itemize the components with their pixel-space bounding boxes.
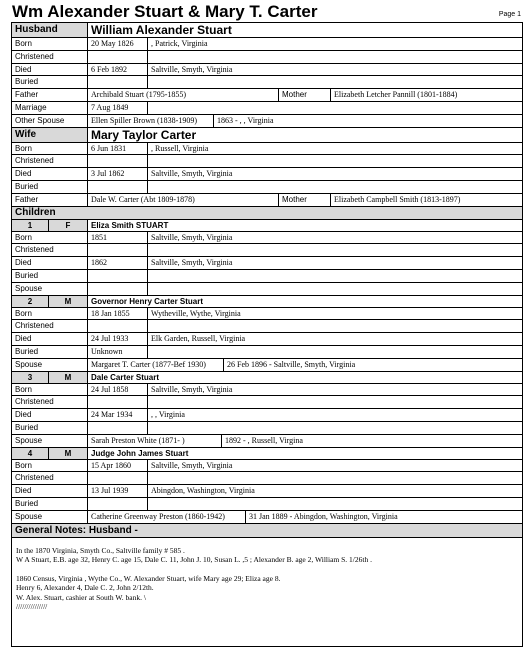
child-died-date: 24 Mar 1934: [87, 409, 147, 421]
child-died-row: [12, 409, 522, 422]
child-christened-place: [147, 472, 151, 484]
child-header: [12, 372, 522, 384]
child-died-row: [12, 485, 522, 498]
child-number: 1: [12, 220, 48, 231]
child-name: Judge John James Stuart: [87, 448, 522, 459]
child-christened-date: [87, 396, 147, 408]
child-christened-row: [12, 320, 522, 333]
husband-name: William Alexander Stuart: [87, 23, 522, 37]
family-group-sheet: [11, 22, 523, 647]
child-born-row: [12, 308, 522, 321]
child-born-date: 1851: [87, 232, 147, 244]
husband-christened-place: [147, 51, 151, 63]
page-title: Wm Alexander Stuart & Mary T. Carter: [12, 2, 318, 21]
child-born-place: Saltville, Smyth, Virginia: [147, 384, 232, 396]
died-label: Died: [15, 169, 32, 179]
husband-buried-row: [12, 76, 522, 89]
child-spouse-name: Catherine Greenway Preston (1860-1942): [87, 511, 225, 523]
husband-born-date: 20 May 1826: [87, 38, 147, 50]
died-label: Died: [15, 486, 32, 496]
wife-father-name: Dale W. Carter (Abt 1809-1878): [87, 194, 195, 206]
child-buried-date: Unknown: [87, 346, 147, 358]
father-label: Father: [15, 90, 39, 100]
husband-father-name: Archibald Stuart (1795-1855): [87, 89, 186, 101]
born-label: Born: [15, 39, 32, 48]
died-label: Died: [15, 410, 32, 420]
husband-heading: Husband: [15, 24, 58, 35]
born-label: Born: [15, 143, 32, 153]
child-born-row: [12, 384, 522, 397]
child-sex: M: [48, 448, 87, 459]
child-christened-row: [12, 244, 522, 257]
page-number: Page 1: [498, 11, 521, 18]
child-died-date: 24 Jul 1933: [87, 333, 147, 345]
child-spouse-row: [12, 283, 522, 296]
husband-other-spouse-row: [12, 115, 522, 128]
general-notes: [12, 538, 522, 646]
husband-born-row: [12, 38, 522, 51]
child-christened-row: [12, 472, 522, 485]
other-spouse-marriage: 1863 - , , Virginia: [213, 115, 274, 127]
died-label: Died: [15, 64, 32, 74]
child-born-date: 15 Apr 1860: [87, 460, 147, 472]
child-buried-row: [12, 422, 522, 435]
child-christened-date: [87, 472, 147, 484]
child-christened-date: [87, 320, 147, 332]
child-header: [12, 296, 522, 308]
born-label: Born: [15, 308, 32, 318]
wife-father-row: [12, 194, 522, 207]
christened-label: Christened: [15, 156, 54, 166]
wife-buried-row: [12, 181, 522, 194]
husband-christened-row: [12, 51, 522, 64]
child-spouse-marriage: [147, 283, 151, 295]
wife-born-date: 6 Jun 1831: [87, 143, 147, 155]
wife-header: [12, 128, 522, 143]
child-born-place: Wytheville, Wythe, Virginia: [147, 308, 241, 320]
child-christened-row: [12, 396, 522, 409]
wife-born-row: [12, 143, 522, 156]
child-spouse-row: [12, 359, 522, 372]
child-number: 2: [12, 296, 48, 307]
notes-line: W A Stuart, E.B. age 32, Henry C. age 15, Dale C. 11, John J. 10, Susan L. ,5 ; Alexander B. age 2, William S. 1/26th .: [16, 555, 372, 564]
child-born-date: 18 Jan 1855: [87, 308, 147, 320]
notes-line: ///////////////: [16, 602, 48, 611]
wife-buried-date: [87, 181, 147, 193]
child-died-place: Elk Garden, Russell, Virginia: [147, 333, 245, 345]
husband-buried-date: [87, 76, 147, 88]
child-buried-place: [147, 270, 151, 282]
other-spouse-name: Ellen Spiller Brown (1838-1909): [87, 115, 197, 127]
child-number: 3: [12, 372, 48, 383]
christened-label: Christened: [15, 397, 54, 407]
child-christened-place: [147, 244, 151, 256]
buried-label: Buried: [15, 498, 39, 508]
child-christened-place: [147, 320, 151, 332]
husband-marriage-row: [12, 102, 522, 115]
child-died-place: , , Virginia: [147, 409, 185, 421]
wife-died-place: Saltville, Smyth, Virginia: [147, 168, 232, 180]
marriage-label: Marriage: [15, 102, 47, 112]
born-label: Born: [15, 232, 32, 242]
wife-mother-name: Elizabeth Campbell Smith (1813-1897): [330, 194, 460, 206]
child-born-place: Saltville, Smyth, Virginia: [147, 460, 232, 472]
christened-label: Christened: [15, 473, 54, 483]
child-name: Eliza Smith STUART: [87, 220, 522, 231]
christened-label: Christened: [15, 51, 54, 61]
wife-christened-place: [147, 155, 151, 167]
husband-buried-place: [147, 76, 151, 88]
mother-label: Mother: [278, 194, 307, 206]
child-spouse-name: [87, 283, 147, 295]
notes-paragraph-1: [16, 546, 518, 565]
child-buried-row: [12, 346, 522, 359]
child-header: [12, 220, 522, 232]
other-spouse-label: Other Spouse: [15, 115, 65, 125]
husband-mother-name: Elizabeth Letcher Pannill (1801-1884): [330, 89, 457, 101]
husband-christened-date: [87, 51, 147, 63]
child-header: [12, 448, 522, 460]
child-name: Governor Henry Carter Stuart: [87, 296, 522, 307]
child-sex: M: [48, 372, 87, 383]
husband-header: [12, 23, 522, 38]
spouse-label: Spouse: [15, 511, 43, 521]
child-spouse-marriage: 26 Feb 1896 - Saltville, Smyth, Virginia: [223, 359, 355, 371]
general-notes-heading: General Notes: Husband -: [12, 524, 522, 538]
wife-christened-row: [12, 155, 522, 168]
child-buried-date: [87, 270, 147, 282]
child-died-row: [12, 257, 522, 270]
father-label: Father: [15, 194, 39, 204]
child-died-row: [12, 333, 522, 346]
child-buried-place: [147, 422, 151, 434]
wife-born-place: , Russell, Virginia: [147, 143, 208, 155]
child-spouse-marriage: 31 Jan 1889 - Abingdon, Washington, Virginia: [245, 511, 398, 523]
notes-line: In the 1870 Virginia, Smyth Co., Saltville family # 585 .: [16, 545, 185, 555]
child-buried-date: [87, 422, 147, 434]
child-born-date: 24 Jul 1858: [87, 384, 147, 396]
spouse-label: Spouse: [15, 435, 43, 445]
notes-paragraph-2: [16, 574, 518, 612]
buried-label: Buried: [15, 346, 39, 356]
child-buried-row: [12, 498, 522, 511]
christened-label: Christened: [15, 245, 54, 255]
children-heading: Children: [12, 207, 522, 220]
buried-label: Buried: [15, 181, 39, 191]
child-died-date: 13 Jul 1939: [87, 485, 147, 497]
child-spouse-name: Margaret T. Carter (1877-Bef 1930): [87, 359, 206, 371]
notes-line: Henry 6, Alexander 4, Dale C. 2, John 2/12th.: [16, 583, 154, 592]
child-died-place: Saltville, Smyth, Virginia: [147, 257, 232, 269]
husband-born-place: , Patrick, Virginia: [147, 38, 208, 50]
child-died-date: 1862: [87, 257, 147, 269]
child-buried-place: [147, 498, 151, 510]
spouse-label: Spouse: [15, 283, 43, 293]
buried-label: Buried: [15, 270, 39, 280]
spouse-label: Spouse: [15, 359, 43, 369]
wife-christened-date: [87, 155, 147, 167]
born-label: Born: [15, 384, 32, 394]
died-label: Died: [15, 334, 32, 344]
husband-died-place: Saltville, Smyth, Virginia: [147, 64, 232, 76]
child-born-row: [12, 460, 522, 473]
notes-line: W. Alex. Stuart, cashier at South W. bank. \: [16, 592, 146, 602]
child-died-place: Abingdon, Washington, Virginia: [147, 485, 255, 497]
wife-name: Mary Taylor Carter: [87, 128, 522, 142]
wife-died-row: [12, 168, 522, 181]
wife-died-date: 3 Jul 1862: [87, 168, 147, 180]
buried-label: Buried: [15, 77, 39, 87]
husband-father-row: [12, 89, 522, 102]
child-buried-row: [12, 270, 522, 283]
wife-buried-place: [147, 181, 151, 193]
born-label: Born: [15, 460, 32, 470]
child-born-place: Saltville, Smyth, Virginia: [147, 232, 232, 244]
child-number: 4: [12, 448, 48, 459]
mother-label: Mother: [278, 89, 307, 101]
husband-marriage-place: [147, 102, 151, 114]
child-spouse-marriage: 1892 - , Russell, Virgina: [221, 435, 303, 447]
husband-died-date: 6 Feb 1892: [87, 64, 147, 76]
died-label: Died: [15, 258, 32, 268]
buried-label: Buried: [15, 422, 39, 432]
child-buried-place: [147, 346, 151, 358]
child-buried-date: [87, 498, 147, 510]
child-spouse-row: [12, 435, 522, 448]
child-sex: M: [48, 296, 87, 307]
notes-line: 1860 Census, Virginia , Wythe Co., W. Alexander Stuart, wife Mary age 29; Eliza age 8.: [16, 573, 281, 583]
child-spouse-row: [12, 511, 522, 524]
christened-label: Christened: [15, 321, 54, 331]
child-spouse-name: Sarah Preston White (1871- ): [87, 435, 185, 447]
husband-marriage-date: 7 Aug 1849: [87, 102, 147, 114]
child-born-row: [12, 232, 522, 245]
child-christened-place: [147, 396, 151, 408]
child-christened-date: [87, 244, 147, 256]
wife-heading: Wife: [15, 128, 37, 140]
child-sex: F: [48, 220, 87, 231]
husband-died-row: [12, 64, 522, 77]
child-name: Dale Carter Stuart: [87, 372, 522, 383]
